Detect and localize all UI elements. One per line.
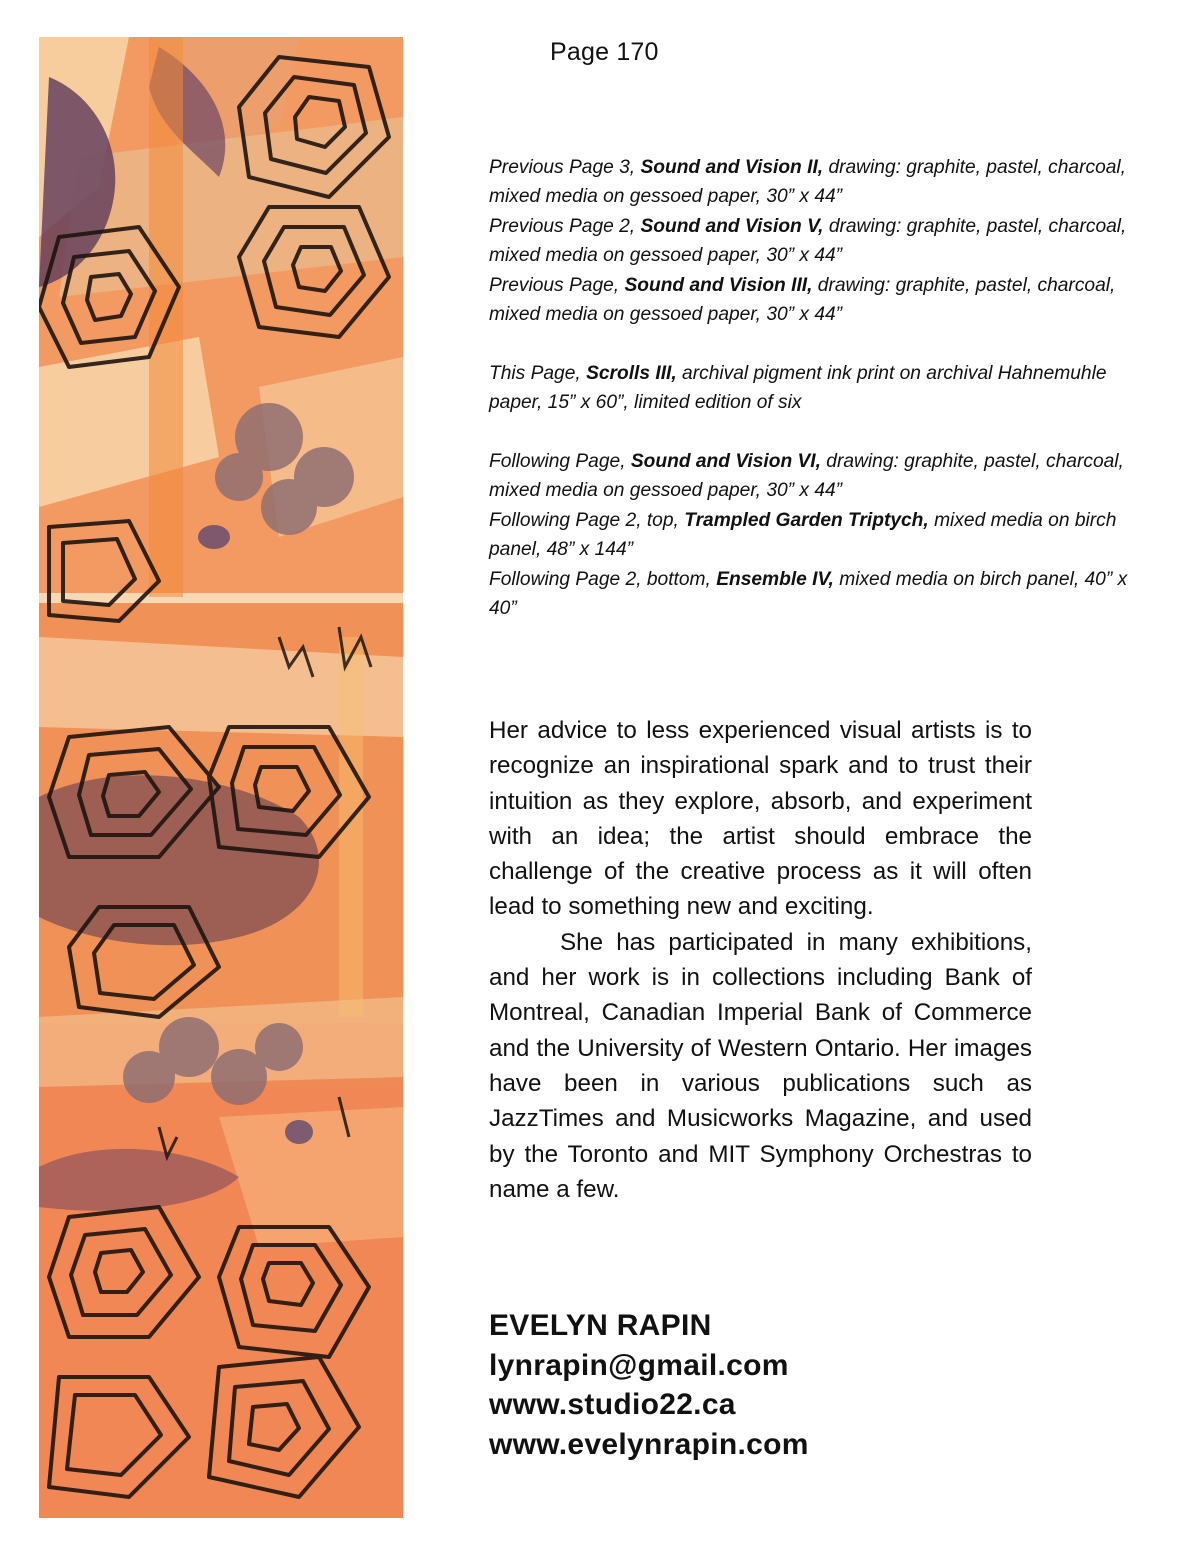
body-text	[489, 713, 1032, 1207]
caption-prefix: Following Page 2, top,	[489, 509, 685, 531]
caption-item	[489, 153, 1129, 212]
caption-details: drawing: graphite, pastel, charcoal, mixed media on gessoed paper, 30” x 44”	[489, 451, 1124, 502]
caption-title: Trampled Garden Triptych,	[684, 509, 929, 531]
caption-title: Sound and Vision III,	[624, 274, 813, 296]
caption-prefix: Previous Page 3,	[489, 157, 641, 178]
caption-item	[489, 565, 1129, 624]
caption-prefix: Following Page,	[489, 451, 631, 473]
caption-details: mixed media on birch panel, 40” x 40”	[489, 568, 1128, 620]
caption-details: drawing: graphite, pastel, charcoal, mixed media on gessoed paper, 30” x 44”	[489, 215, 1127, 267]
caption-item	[489, 447, 1129, 506]
artist-name: EVELYN RAPIN	[489, 1309, 712, 1342]
caption-item	[489, 271, 1129, 330]
artwork-scrolls-iii	[39, 37, 403, 1518]
artwork-image	[39, 37, 403, 1518]
caption-item	[489, 359, 1129, 418]
body-paragraph: Her advice to less experienced visual artists is to recognize an inspirational spark and to trust their intuition as they explore, absorb, and experiment with an idea; the artist should embrace the challenge of the creative process as it will often lead to something new and exciting.	[489, 717, 1032, 921]
artist-contact	[489, 1306, 809, 1464]
caption-details: mixed media on birch panel, 48” x 144”	[489, 509, 1117, 561]
caption-title: Sound and Vision VI,	[630, 451, 821, 473]
image-captions	[489, 153, 1129, 623]
caption-item	[489, 212, 1129, 271]
caption-title: Sound and Vision V,	[640, 215, 824, 237]
caption-title: Ensemble IV,	[716, 568, 834, 590]
email-link[interactable]: lynrapin@gmail.com	[489, 1348, 789, 1382]
caption-details: drawing: graphite, pastel, charcoal, mixed media on gessoed paper, 30” x 44”	[489, 157, 1127, 208]
caption-prefix: Previous Page 2,	[489, 215, 641, 237]
caption-details: archival pigment ink print on archival Hahnemuhle paper, 15” x 60”, limited edition of six	[489, 362, 1107, 414]
caption-prefix: Previous Page,	[489, 274, 625, 296]
page-number: Page 170	[550, 38, 659, 66]
website-link[interactable]: www.evelynrapin.com	[489, 1427, 809, 1461]
caption-item	[489, 506, 1129, 565]
caption-details: drawing: graphite, pastel, charcoal, mixed media on gessoed paper, 30” x 44”	[489, 274, 1116, 326]
website-link[interactable]: www.studio22.ca	[489, 1388, 736, 1421]
caption-title: Sound and Vision II,	[640, 157, 824, 178]
caption-prefix: Following Page 2, bottom,	[489, 568, 717, 590]
caption-prefix: This Page,	[489, 362, 587, 384]
body-paragraph: She has participated in many exhibitions, and her work is in collections including Bank of Montreal, Canadian Imperial Bank of Commerce and the University of Western Ontario. Her images have been in various publications such as JazzTimes and Musicworks Magazine, and used by the Toronto and MIT Symphony Orchestras to name a few.	[489, 928, 1032, 1203]
caption-title: Scrolls III,	[586, 362, 677, 384]
